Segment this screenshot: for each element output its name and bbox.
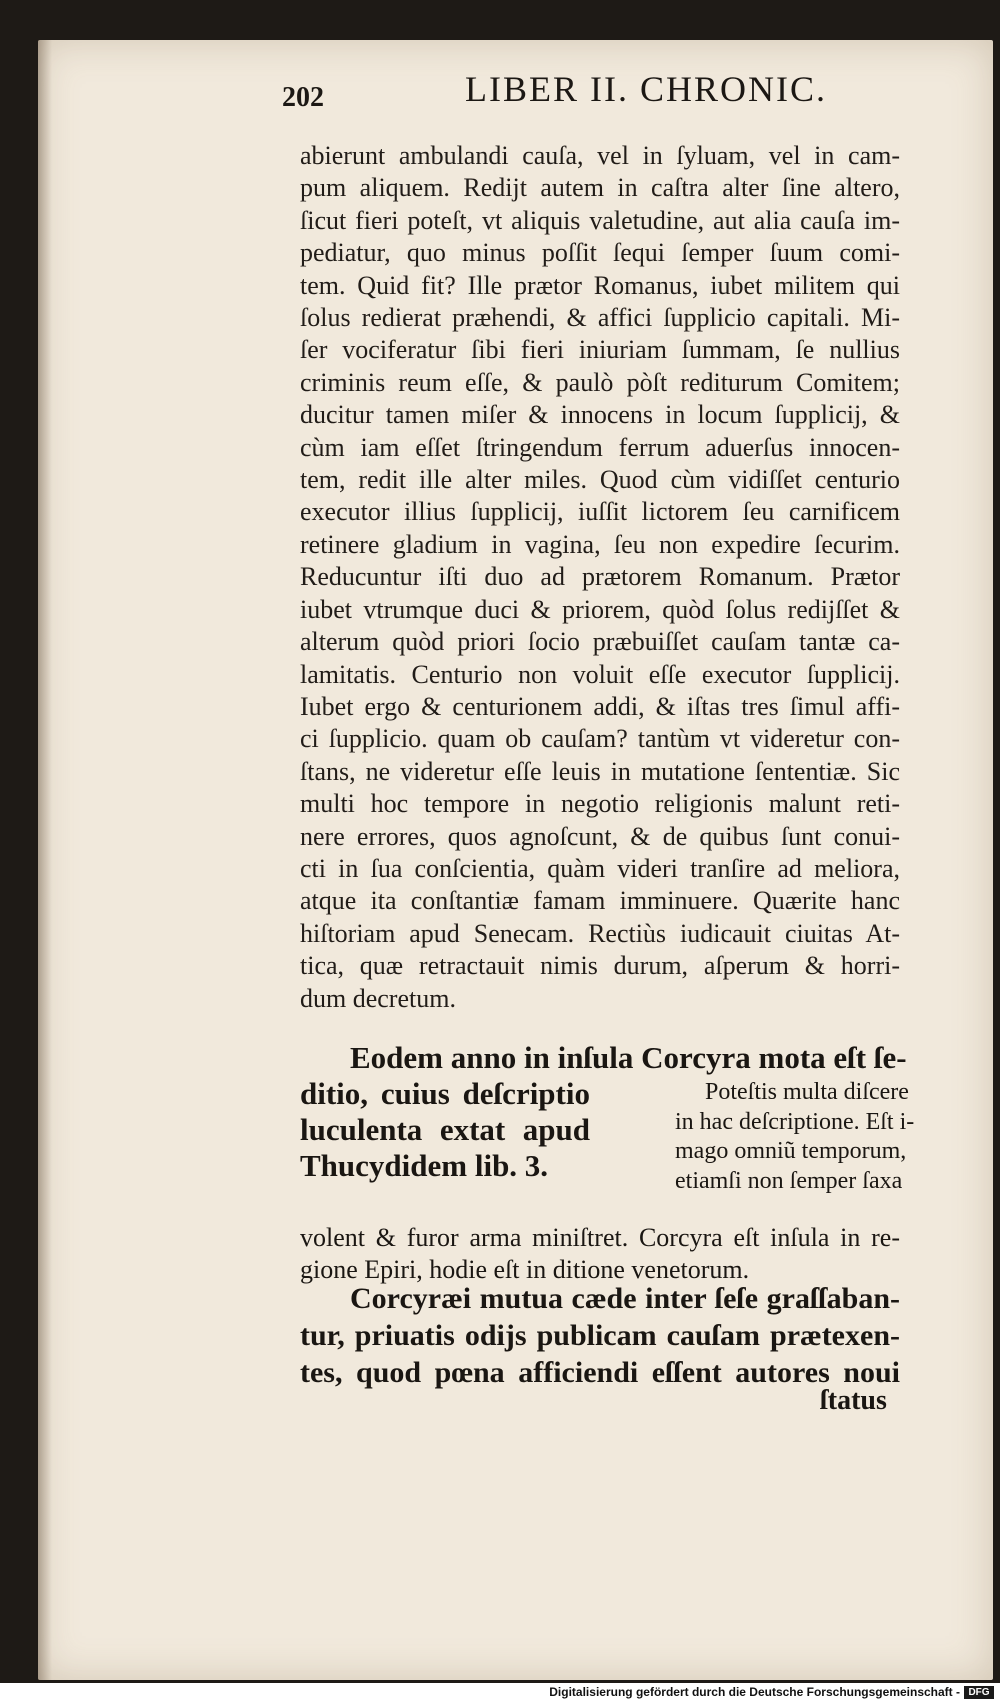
- corcyraei-section: [300, 1280, 900, 1391]
- commentary-line: gione Epiri, hodie eſt in ditione venetorum.: [300, 1255, 750, 1285]
- text-line: tem. Quid fit? Ille prætor Romanus, iubet militem qui: [300, 270, 900, 300]
- text-line: dum decretum.: [300, 983, 456, 1013]
- text-line: tica, quæ retractauit nimis durum, aſperum & horri-: [300, 951, 900, 981]
- text-line: tem, redit ille alter miles. Quod cùm vidiſſet centurio: [300, 465, 900, 495]
- page-number: 202: [282, 82, 324, 113]
- headline-line: tur, priuatis odijs publicam cauſam prætexen-: [300, 1319, 900, 1352]
- text-line: ducitur tamen miſer & innocens in locum ſupplicij, &: [300, 400, 900, 430]
- commentary-line: volent & furor arma miniſtret. Corcyra eſt inſula in re-: [300, 1223, 900, 1252]
- text-line: ſer vociferatur ſibi fieri iniuriam ſummam, ſe nullius: [300, 335, 900, 365]
- headline-line: tes, quod pœna afficiendi eſſent autores noui: [300, 1356, 900, 1389]
- text-line: Reducuntur iſti duo ad prætorem Romanum. Prætor: [300, 562, 900, 592]
- headline-line: Corcyræi mutua cæde inter ſeſe graſſaban-: [350, 1282, 900, 1315]
- text-line: retinere gladium in vagina, ſeu non expedire ſecurim.: [300, 529, 900, 559]
- text-line: abierunt ambulandi cauſa, vel in ſyluam, vel in cam-: [300, 141, 900, 170]
- corcyra-section: [300, 1040, 915, 1287]
- text-line: pum aliquem. Redijt autem in caſtra alter ſine altero,: [300, 173, 900, 203]
- running-head: LIBER II. CHRONIC.: [465, 69, 827, 109]
- commentary-line: mago omniũ temporum,: [675, 1138, 907, 1164]
- page-header: [0, 68, 1000, 118]
- commentary-line: etiamſi non ſemper ſaxa: [675, 1167, 903, 1194]
- text-line: ſtans, ne videretur eſſe leuis in mutatione ſententiæ. Sic: [300, 756, 900, 786]
- section-headline: Eodem anno in inſula Corcyra mota eſt ſe-: [350, 1040, 907, 1075]
- text-line: cti in ſua conſcientia, quàm videri tranſire ad meliora,: [300, 853, 900, 883]
- lead-line: ditio, cuius deſcriptio: [300, 1076, 590, 1111]
- text-line: iubet vtrumque duci & priorem, quòd ſolus redijſſet &: [300, 594, 900, 624]
- section-lead-text: [300, 1076, 590, 1184]
- text-line: nere errores, quos agnoſcunt, & de quibus ſunt conui-: [300, 821, 900, 851]
- text-line: cùm iam eſſet ſtringendum ferrum aduerſus innocen-: [300, 432, 900, 462]
- text-line: alterum quòd priori ſocio præbuiſſet cauſam tantæ ca-: [300, 627, 900, 657]
- text-line: ſicut fieri poteſt, vt aliquis valetudine, aut alia cauſa im-: [300, 205, 900, 235]
- text-line: criminis reum eſſe, & paulò pòſt rediturum Comitem;: [300, 367, 900, 397]
- text-line: atque ita conſtantiæ famam imminuere. Quærite hanc: [300, 886, 900, 916]
- text-line: ci ſupplicio. quam ob cauſam? tantùm vt videretur con-: [300, 724, 900, 754]
- section-commentary-continued: [300, 1222, 900, 1287]
- text-line: pediatur, quo minus poſſit ſequi ſemper ſuum comi-: [300, 238, 900, 268]
- main-paragraph: [300, 140, 900, 1015]
- text-line: hiſtoriam apud Senecam. Rectiùs iudicauit ciuitas At-: [300, 918, 900, 948]
- funding-credit: Digitalisierung gefördert durch die Deutsche Forschungsgemeinschaft -: [549, 1685, 960, 1699]
- catchword: ſtatus: [820, 1385, 887, 1416]
- lead-line: Thucydidem lib. 3.: [300, 1148, 549, 1183]
- dfg-logo: DFG: [964, 1686, 994, 1699]
- digitization-footer: [0, 1683, 1000, 1703]
- text-line: Iubet ergo & centurionem addi, & iſtas tres ſimul affi-: [300, 691, 900, 721]
- text-line: executor illius ſupplicij, iuſſit lictorem ſeu carnificem: [300, 497, 900, 527]
- lead-line: luculenta extat apud: [300, 1112, 590, 1147]
- page-gutter-shadow: [38, 40, 52, 1680]
- section-headline-text: [300, 1280, 900, 1391]
- commentary-line: Poteſtis multa diſcere: [705, 1079, 909, 1105]
- text-line: multi hoc tempore in negotio religionis malunt reti-: [300, 789, 900, 819]
- section-split: [300, 1076, 915, 1222]
- section-commentary: [675, 1078, 915, 1196]
- text-line: lamitatis. Centurio non voluit eſſe executor ſupplicij.: [300, 659, 900, 689]
- commentary-line: in hac deſcriptione. Eſt i-: [675, 1108, 915, 1135]
- text-line: ſolus redierat præhendi, & affici ſupplicio capitali. Mi-: [300, 303, 900, 333]
